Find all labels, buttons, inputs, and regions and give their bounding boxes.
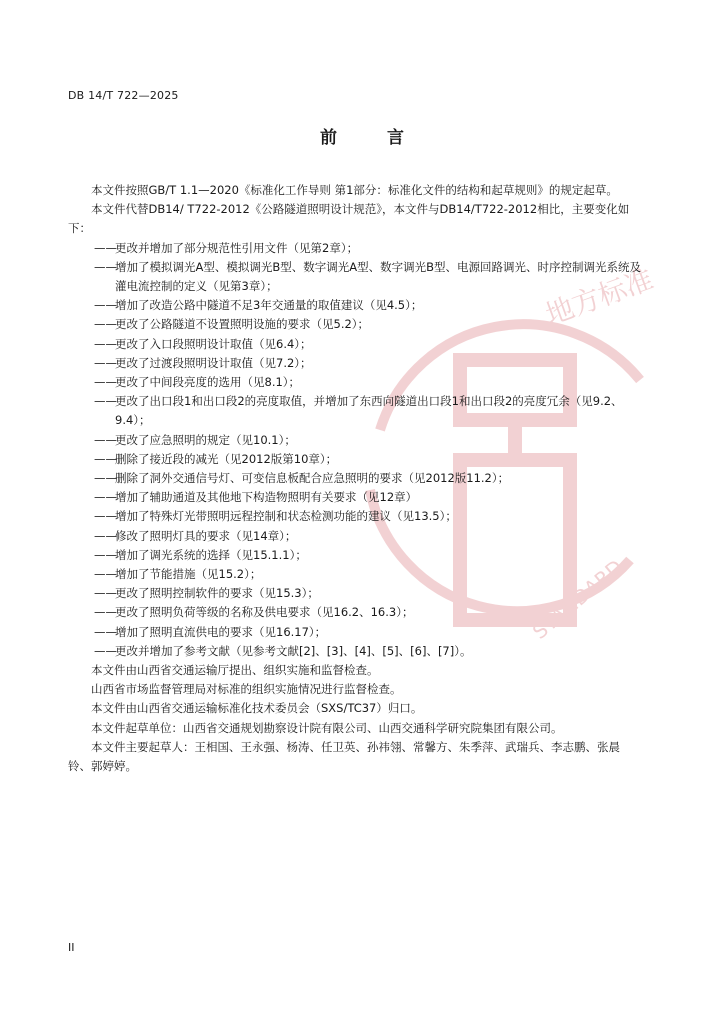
page-number: II xyxy=(68,941,75,954)
intro-paragraph-2: 本文件代替DB14/ T722-2012《公路隧道照明设计规范》，本文件与DB14/T722-2012相比，主要变化如下： xyxy=(68,202,630,236)
list-item: —— 删除了洞外交通信号灯、可变信息板配合应急照明的要求（见2012版11.2）； xyxy=(94,471,510,486)
closing-paragraph-3: 本文件由山西省交通运输标准化技术委员会（SXS/TC37）归口。 xyxy=(91,701,423,716)
closing-paragraph-4: 本文件起草单位：山西省交通规划勘察设计院有限公司、山西交通科学研究院集团有限公司。 xyxy=(91,720,563,735)
list-item: —— 增加了特殊灯光带照明远程控制和状态检测功能的建议（见13.5）； xyxy=(94,509,457,524)
list-item: —— 增加了调光系统的选择（见15.1.1）； xyxy=(94,547,307,562)
list-item: —— 增加了照明直流供电的要求（见16.17）； xyxy=(94,624,327,639)
list-item: —— 更改并增加了部分规范性引用文件（见第2章）； xyxy=(94,240,359,255)
list-item: —— 更改了过渡段照明设计取值（见7.2）； xyxy=(94,355,312,370)
watermark-text-top: 地方标准 xyxy=(541,262,658,332)
page-title: 前 言 xyxy=(320,128,426,148)
list-item: —— 增加了改造公路中隧道不足3年交通量的取值建议（见4.5）； xyxy=(94,298,423,313)
list-item: —— 增加了节能措施（见15.2）； xyxy=(94,567,262,582)
watermark-text-bottom: STANDARD xyxy=(527,554,628,644)
list-item: —— 增加了模拟调光A型、模拟调光B型、数字调光A型、数字调光B型、电源回路调光、时序控制调光系统及灌电流控制的定义（见第3章）； xyxy=(94,259,642,294)
list-item: —— 修改了照明灯具的要求（见14章）； xyxy=(94,528,297,543)
foreword-body xyxy=(68,181,642,776)
list-item: —— 更改了出口段1和出口段2的亮度取值，并增加了东西向隧道出口段1和出口段2的亮度冗余（见9.2、9.4）； xyxy=(94,394,623,428)
list-item: —— 删除了接近段的减光（见2012版第10章）； xyxy=(94,451,338,466)
list-item: —— 更改了入口段照明设计取值（见6.4）； xyxy=(94,336,312,351)
list-item: —— 更改了照明控制软件的要求（见15.3）； xyxy=(94,586,319,601)
list-item: —— 更改了照明负荷等级的名称及供电要求（见16.2、16.3）； xyxy=(94,605,414,620)
list-item: —— 增加了辅助通道及其他地下构造物照明有关要求（见12章） xyxy=(94,490,418,505)
list-item: —— 更改了公路隧道不设置照明设施的要求（见5.2）； xyxy=(94,317,370,332)
list-item: —— 更改了应急照明的规定（见10.1）； xyxy=(94,432,296,447)
intro-paragraph-1: 本文件按照GB/T 1.1—2020《标准化工作导则 第1部分：标准化文件的结构和起草规则》的规定起草。 xyxy=(91,183,618,197)
list-item: —— 更改了中间段亮度的选用（见8.1）； xyxy=(94,375,301,390)
list-item: —— 更改并增加了参考文献（见参考文献[2]、[3]、[4]、[5]、[6]、[7]）。 xyxy=(94,643,472,658)
changes-list xyxy=(94,239,642,661)
closing-paragraph-2: 山西省市场监督管理局对标准的组织实施情况进行监督检查。 xyxy=(91,682,402,697)
header-code: DB 14/T 722—2025 xyxy=(68,89,179,102)
closing-paragraph-1: 本文件由山西省交通运输厅提出、组织实施和监督检查。 xyxy=(91,663,379,678)
closing-paragraph-5: 本文件主要起草人：王相国、王永强、杨涛、任卫英、孙祎翎、常馨方、朱季萍、武瑞兵、李志鹏、张晨铃、郭婷婷。 xyxy=(68,739,620,774)
